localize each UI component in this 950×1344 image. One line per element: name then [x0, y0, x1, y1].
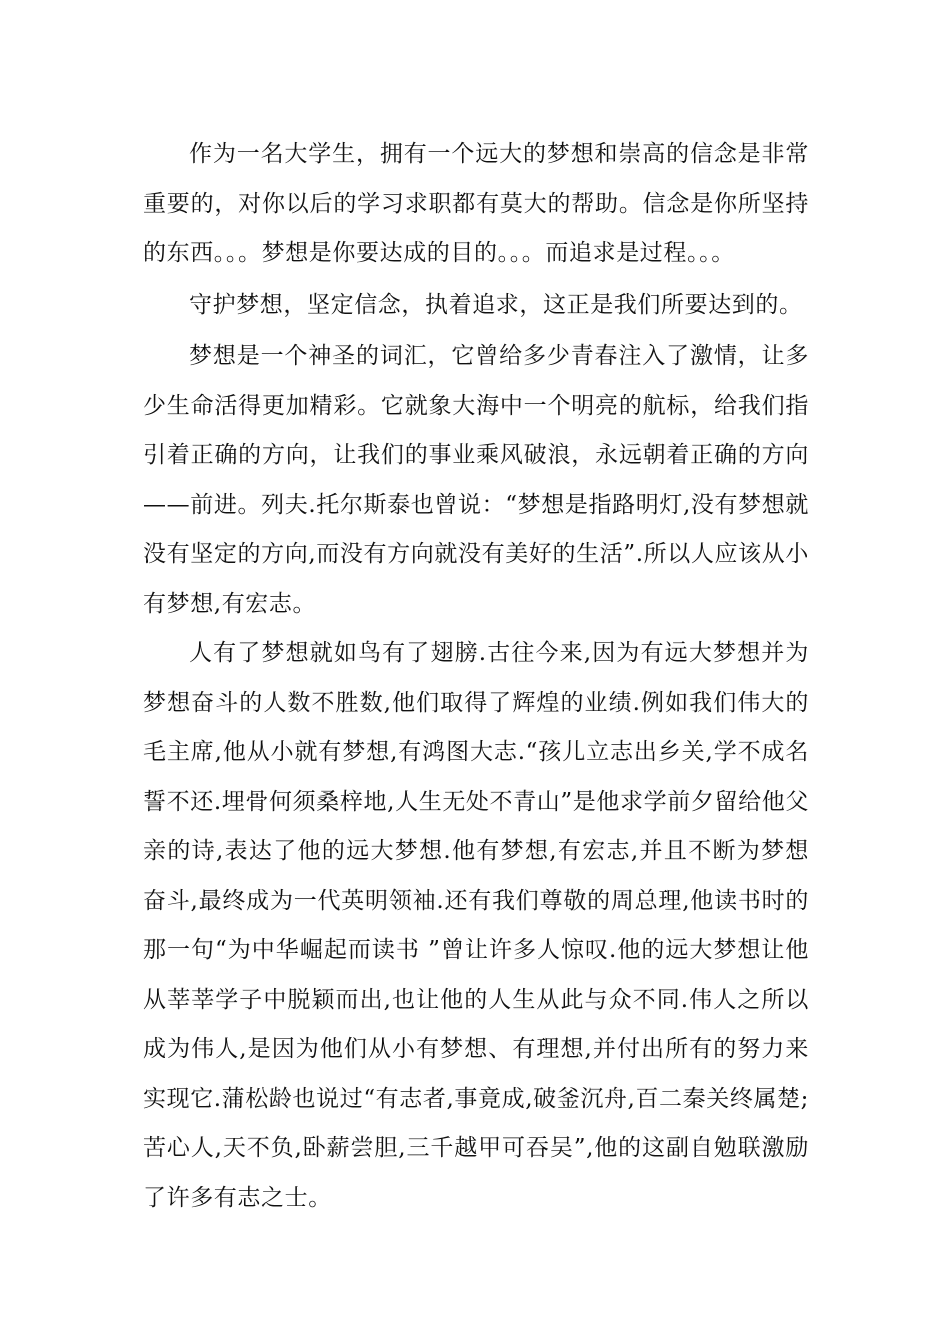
paragraph-3: 梦想是一个神圣的词汇，它曾给多少青春注入了激情，让多少生命活得更加精彩。它就象大海中一个明亮的航标，给我们指引着正确的方向，让我们的事业乘风破浪，永远朝着正确的方向——前进。列夫.托尔斯泰也曾说：“梦想是指路明灯,没有梦想就没有坚定的方向,而没有方向就没有美好的生活”.所以人应该从小有梦想,有宏志。	[143, 343, 809, 617]
document-body	[143, 130, 809, 1223]
paragraph-2: 守护梦想，坚定信念，执着追求，这正是我们所要达到的。	[189, 291, 803, 318]
paragraph-4: 人有了梦想就如鸟有了翅膀.古往今来,因为有远大梦想并为梦想奋斗的人数不胜数,他们取得了辉煌的业绩.例如我们伟大的毛主席,他从小就有梦想,有鸿图大志.“孩儿立志出乡关,学不成名誓不还.埋骨何须桑梓地,人生无处不青山”是他求学前夕留给他父亲的诗,表达了他的远大梦想.他有梦想,有宏志,并且不断为梦想奋斗,最终成为一代英明领袖.还有我们尊敬的周总理,他读书时的那一句“为中华崛起而读书 ”曾让许多人惊叹.他的远大梦想让他从莘莘学子中脱颖而出,也让他的人生从此与众不同.伟人之所以成为伟人,是因为他们从小有梦想、有理想,并付出所有的努力来实现它.蒲松龄也说过“有志者,事竟成,破釜沉舟,百二秦关终属楚;苦心人,天不负,卧薪尝胆,三千越甲可吞吴”,他的这副自勉联激励了许多有志之士。	[143, 640, 809, 1211]
paragraph-1: 作为一名大学生，拥有一个远大的梦想和崇高的信念是非常重要的，对你以后的学习求职都有莫大的帮助。信念是你所坚持的东西。。。梦想是你要达成的目的。。。而追求是过程。。。	[143, 141, 809, 266]
